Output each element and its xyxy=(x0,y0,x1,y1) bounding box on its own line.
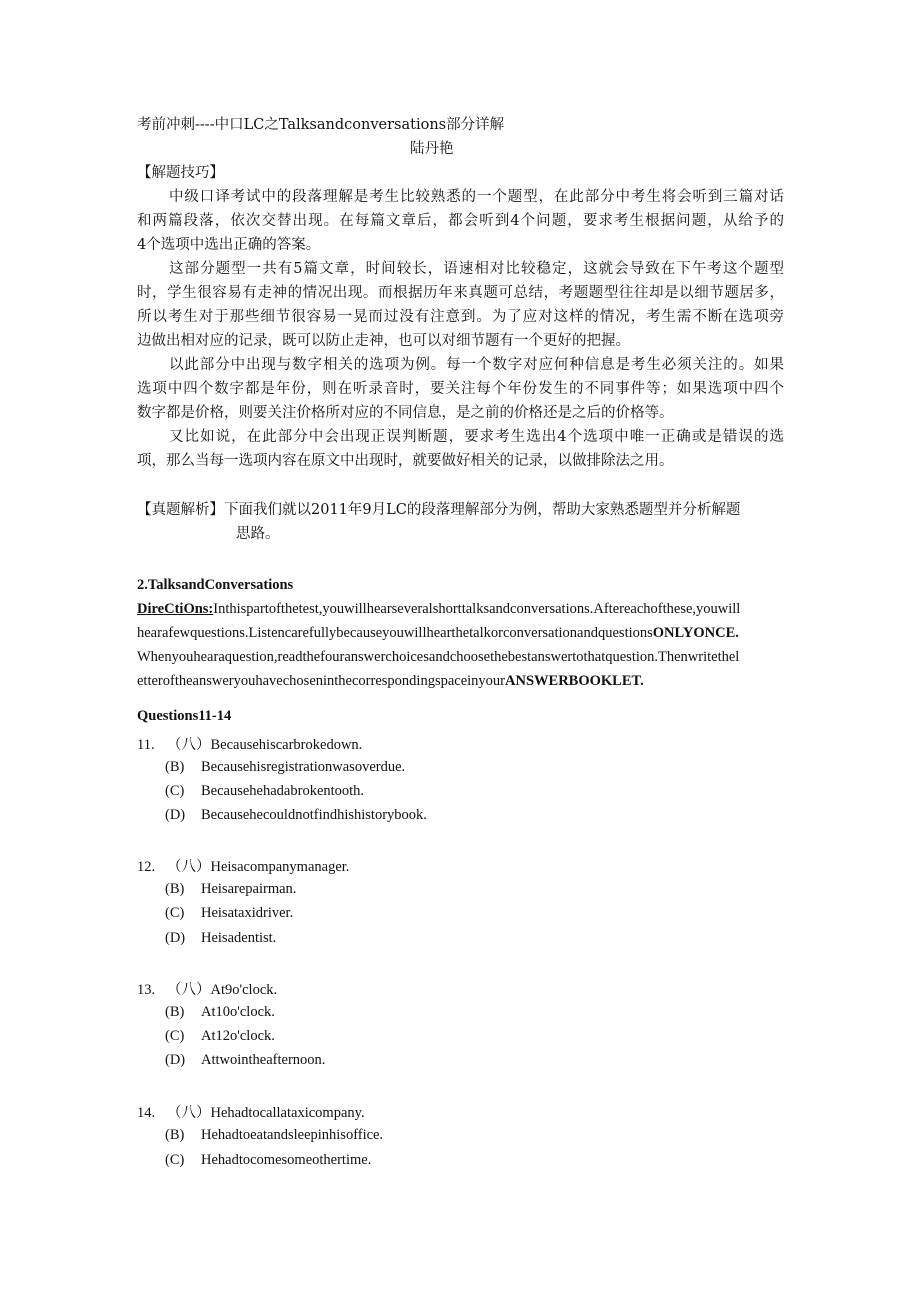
question-12-option-c xyxy=(165,905,293,922)
question-11-option-c xyxy=(165,783,364,800)
option-text: Heisataxidriver. xyxy=(201,905,294,921)
option-label: （八） xyxy=(167,1105,211,1121)
directions-text-4: etteroftheansweryouhavechoseninthecorrespondingspaceinyour xyxy=(137,673,506,689)
option-text: At10o'clock. xyxy=(201,1004,275,1020)
question-number: 11. xyxy=(137,737,155,753)
paragraph-4-line-1: 又比如说，在此部分中会出现正误判断题，要求考生选出4个选项中唯一正确或是错误的选 xyxy=(169,429,784,445)
directions-line-2 xyxy=(137,621,739,645)
option-label: (C) xyxy=(165,1152,185,1168)
option-text: Heisadentist. xyxy=(201,930,277,946)
option-text: At12o'clock. xyxy=(201,1028,275,1044)
directions-line-1 xyxy=(137,597,740,621)
option-label: （八） xyxy=(167,982,211,998)
paragraph-3-line-3: 数字都是价格，则要关注价格所对应的不同信息，是之前的价格还是之后的价格等。 xyxy=(137,405,674,421)
option-label: (B) xyxy=(165,1127,185,1143)
directions-text-1: Inthispartofthetest,youwillhearseveralshorttalksandconversations.Aftereachofthese,youwill xyxy=(213,601,741,617)
paragraph-3-line-2: 选项中四个数字都是年份，则在听录音时，要关注每个年份发生的不同事件等；如果选项中四个 xyxy=(137,381,784,397)
question-12-option-b xyxy=(165,881,296,898)
paragraph-2-line-4: 边做出相对应的记录，既可以防止走神，也可以对细节题有一个更好的把握。 xyxy=(137,333,630,349)
paragraph-4-line-2: 项，那么当每一选项内容在原文中出现时，就要做好相关的记录，以做排除法之用。 xyxy=(137,453,674,469)
option-label: (C) xyxy=(165,1028,185,1044)
option-text: Heisarepairman. xyxy=(201,881,297,897)
option-label: （八） xyxy=(167,859,211,875)
directions-emphasis-booklet: ANSWERBOOKLET. xyxy=(505,673,644,689)
directions-emphasis-once: ONLYONCE. xyxy=(652,625,739,641)
option-text: Becausehecouldnotfindhishistorybook. xyxy=(201,807,427,823)
question-14-option-a xyxy=(137,1101,365,1122)
option-label: (D) xyxy=(165,1052,186,1068)
directions-line-4 xyxy=(137,669,644,693)
question-11-option-d xyxy=(165,807,427,824)
option-text: Attwointheafternoon. xyxy=(201,1052,326,1068)
option-text: Becausehehadabrokentooth. xyxy=(201,783,365,799)
analysis-line-2: 思路。 xyxy=(236,526,280,542)
paragraph-2-line-1: 这部分题型一共有5篇文章，时间较长，语速相对比较稳定，这就会导致在下午考这个题型 xyxy=(169,261,784,277)
option-text: At9o'clock. xyxy=(210,982,278,998)
analysis-text: 下面我们就以2011年9月LC的段落理解部分为例，帮助大家熟悉题型并分析解题 xyxy=(224,502,741,518)
paragraph-2-line-3: 所以考生对于那些细节很容易一晃而过没有注意到。为了应对这样的情况，考生需不断在选项旁 xyxy=(137,309,784,325)
option-text: Heisacompanymanager. xyxy=(210,859,350,875)
option-label: (D) xyxy=(165,930,186,946)
analysis-line-1 xyxy=(137,498,740,522)
paragraph-3-line-1: 以此部分中出现与数字相关的选项为例。每一个数字对应何种信息是考生必须关注的。如果 xyxy=(169,357,784,373)
option-label: (B) xyxy=(165,759,185,775)
option-label: (C) xyxy=(165,905,185,921)
question-14-option-b xyxy=(165,1127,383,1144)
question-13-option-d xyxy=(165,1052,325,1069)
question-14-option-c xyxy=(165,1152,371,1169)
directions-line-3: Whenyouhearaquestion,readthefouranswerchoicesandchoosethebestanswertothatquestion.Thenwritethel xyxy=(137,649,740,665)
directions-text-2: hearafewquestions.Listencarefullybecauseyouwillhearthetalkorconversationandquestions xyxy=(137,625,653,641)
question-11-option-a xyxy=(137,733,362,754)
option-text: Hehadtocomesomeothertime. xyxy=(201,1152,372,1168)
questions-heading: Questions11-14 xyxy=(137,708,232,724)
option-label: （八） xyxy=(167,737,211,753)
question-11-option-b xyxy=(165,759,405,776)
question-13-option-a xyxy=(137,978,277,999)
question-number: 12. xyxy=(137,859,156,875)
question-12-option-d xyxy=(165,930,276,947)
paragraph-1-line-3: 4个选项中选出正确的答案。 xyxy=(137,237,321,253)
paragraph-1-line-2: 和两篇段落，依次交替出现。在每篇文章后，都会听到4个问题，要求考生根据问题，从给予的 xyxy=(137,213,784,229)
tips-heading: 【解题技巧】 xyxy=(137,165,224,181)
option-label: (B) xyxy=(165,1004,185,1020)
option-label: (C) xyxy=(165,783,185,799)
question-13-option-c xyxy=(165,1028,275,1045)
directions-label: DireCtiOns: xyxy=(137,601,214,617)
question-number: 14. xyxy=(137,1105,156,1121)
author-name: 陆丹艳 xyxy=(410,141,454,157)
option-text: Hehadtoeatandsleepinhisoffice. xyxy=(201,1127,384,1143)
option-label: (D) xyxy=(165,807,186,823)
paragraph-1-line-1: 中级口译考试中的段落理解是考生比较熟悉的一个题型，在此部分中考生将会听到三篇对话 xyxy=(169,189,784,205)
option-text: Hehadtocallataxicompany. xyxy=(210,1105,365,1121)
paragraph-2-line-2: 时，学生很容易有走神的情况出现。而根据历年来真题可总结，考题题型往往却是以细节题居多， xyxy=(137,285,784,301)
analysis-heading: 【真题解析】 xyxy=(137,502,224,518)
question-12-option-a xyxy=(137,855,349,876)
question-number: 13. xyxy=(137,982,156,998)
option-text: Becausehiscarbrokedown. xyxy=(210,737,363,753)
document-title: 考前冲刺----中口LC之Talksandconversations部分详解 xyxy=(137,117,505,133)
section-title: 2.TalksandConversations xyxy=(137,577,294,593)
option-label: (B) xyxy=(165,881,185,897)
option-text: Becausehisregistrationwasoverdue. xyxy=(201,759,406,775)
question-13-option-b xyxy=(165,1004,275,1021)
